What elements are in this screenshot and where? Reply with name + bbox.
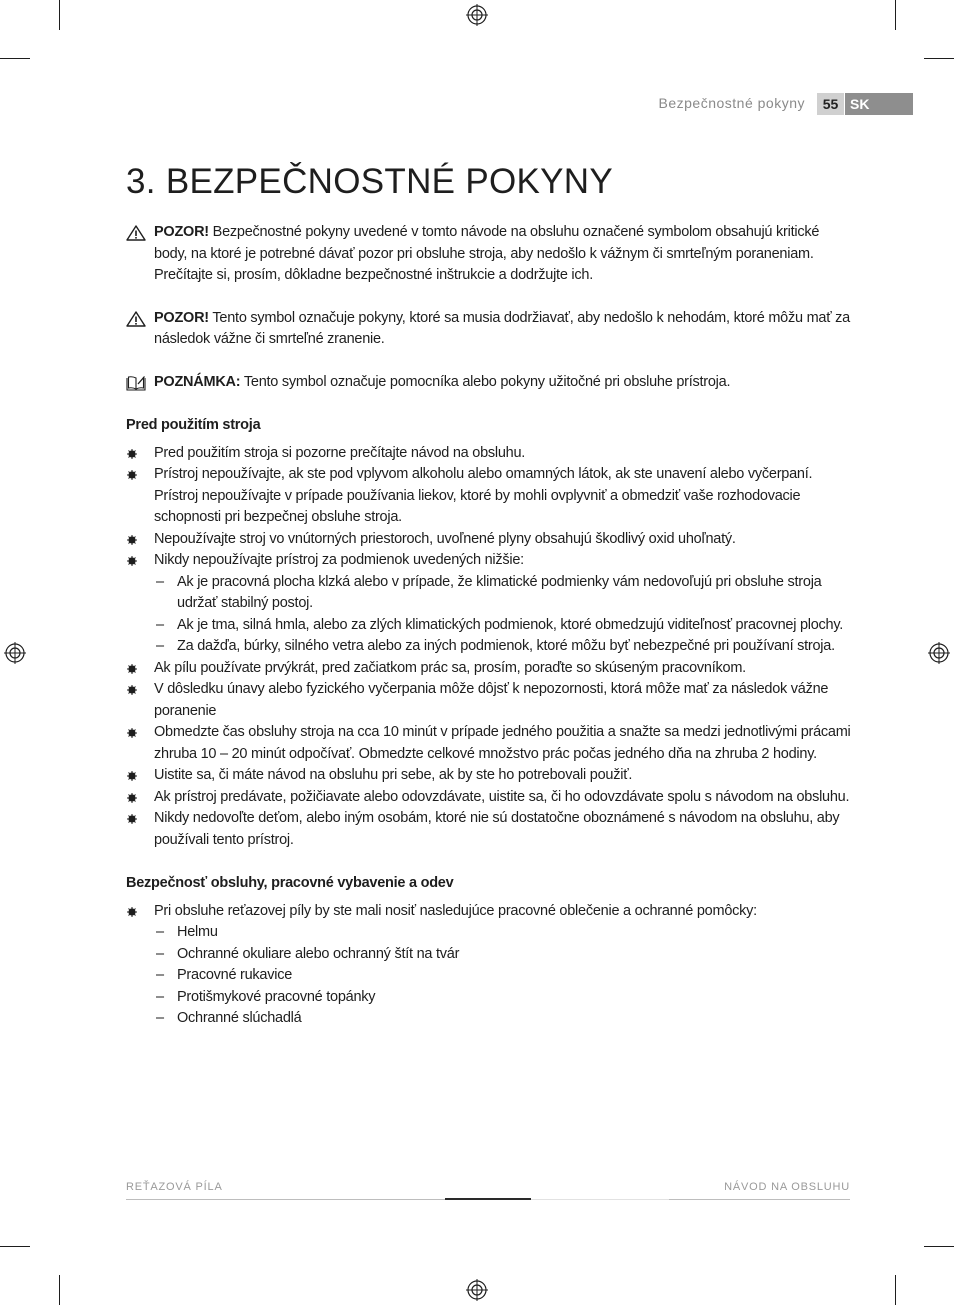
crop-mark [0,58,30,59]
language-badge: SK [845,93,913,115]
bullet-icon [127,793,137,803]
note-label: POZOR! [154,224,209,240]
list-item: Obmedzte čas obsluhy stroja na cca 10 minút v prípade jedného použitia a snažte sa medzi jednotlivými prácami zhruba 10 – 20 minút odpočívať. Obmedzte celkové množstvo prác počas jedného dňa na zhruba 2 hodiny. [126,722,854,765]
list-item: Pri obsluhe reťazovej píly by ste mali nosiť nasledujúce pracovné oblečenie a ochranné pomôcky: [126,901,854,923]
list-item: Pred použitím stroja si pozorne prečítajte návod na obsluhu. [126,443,854,465]
bullet-icon [127,907,137,917]
list-item: – Helmu [156,924,218,940]
crop-mark [59,0,60,30]
page-title: 3. BEZPEČNOSTNÉ POKYNY [126,162,613,201]
footer-rule [669,1199,850,1200]
list-item: – Ak je pracovná plocha klzká alebo v prípade, že klimatické podmienky vám nedovoľujú pri obsluhe stroja udržať stabilný postoj. [156,573,822,611]
crop-mark [924,1246,954,1247]
note-text: Tento symbol označuje pomocníka alebo pokyny užitočné pri obsluhe prístroja. [240,373,731,390]
crop-mark [895,0,896,30]
info-note [126,372,854,394]
bullet-icon [127,664,137,674]
bullet-icon [127,470,137,480]
list-item: – Za dažďa, búrky, silného vetra alebo za iných podmienok, ktoré môžu byť nebezpečné pri používaní stroja. [156,638,835,654]
footer-rule [531,1199,669,1200]
list-item: V dôsledku únavy alebo fyzického vyčerpania môže dôjsť k nepozornosti, ktorá môže mať za následok vážne poranenie [126,679,854,722]
list-item: Ak pílu používate prvýkrát, pred začiatkom prác sa, prosím, poraďte so skúseným pracovníkom. [126,658,854,680]
dash-list [126,572,854,658]
bullet-icon [127,771,137,781]
crop-mark [0,1246,30,1247]
section-heading: Pred použitím stroja [126,417,261,433]
bullet-icon [127,535,137,545]
content-body [126,222,854,1030]
bullet-icon [127,728,137,738]
note-label: POZNÁMKA: [154,373,241,390]
list-item: – Protišmykové pracovné topánky [156,988,376,1005]
bullet-icon [127,685,137,695]
list-item: Ak prístroj predávate, požičiavate alebo odovzdávate, uistite sa, či ho odovzdávate spolu s návodom na obsluhu. [126,787,854,809]
registration-mark-icon [466,1279,488,1301]
warning-note [126,308,854,351]
list-item: Nikdy nedovoľte deťom, alebo iným osobám, ktoré nie sú dostatočne oboznámené s návodom na obsluhu, aby používali tento prístroj. [126,808,854,851]
crop-mark [59,1275,60,1305]
dash-list [126,922,854,1030]
warning-triangle-icon [126,225,146,241]
book-note-icon [126,375,146,391]
registration-mark-icon [928,642,950,664]
bullet-list [126,901,854,923]
crop-mark [924,58,954,59]
footer-rule-accent [445,1198,531,1200]
note-text: Tento symbol označuje pokyny, ktoré sa musia dodržiavať, aby nedošlo k nehodám, ktoré môžu mať za následok vážne či smrteľné zranenie. [154,309,850,347]
warning-triangle-icon [126,311,146,327]
bullet-icon [127,556,137,566]
warning-note [126,222,854,287]
section-heading: Bezpečnosť obsluhy, pracovné vybavenie a odev [126,875,454,891]
registration-mark-icon [4,642,26,664]
list-item: – Ochranné slúchadlá [156,1010,302,1026]
list-item: – Ak je tma, silná hmla, alebo za zlých klimatických podmienok, ktoré obmedzujú viditeľnosť pracovnej plochy. [156,616,844,633]
header-section-title: Bezpečnostné pokyny [658,95,805,111]
list-item: Prístroj nepoužívajte, ak ste pod vplyvom alkoholu alebo omamných látok, ak ste unavení alebo vyčerpaní. Prístroj nepoužívajte v prípade používania liekov, ktoré by mohli ovplyvniť a obmedziť vaše rozhodovacie schopnosti pri bezpečnej obsluhe stroja. [126,464,854,529]
bullet-list [126,658,854,852]
list-item: Uistite sa, či máte návod na obsluhu pri sebe, ak by ste ho potrebovali použiť. [126,765,854,787]
footer-manual-label: NÁVOD NA OBSLUHU [724,1181,850,1193]
bullet-list [126,443,854,572]
page-number: 55 [817,93,844,115]
footer-product-name: REŤAZOVÁ PÍLA [126,1181,223,1193]
note-text: Bezpečnostné pokyny uvedené v tomto návode na obsluhu označené symbolom obsahujú kritické body, na ktoré je potrebné dávať pozor pri obsluhe stroja, aby nedošlo k vážnym či smrteľným poraneniam. Prečítajte si, prosím, dôkladne bezpečnostné inštrukcie a dodržujte ich. [154,224,820,283]
list-item: Nikdy nepoužívajte prístroj za podmienok uvedených nižšie: [126,550,854,572]
crop-mark [895,1275,896,1305]
footer-rule [126,1199,445,1200]
registration-mark-icon [466,4,488,26]
list-item: Nepoužívajte stroj vo vnútorných priestoroch, uvoľnené plyny obsahujú škodlivý oxid uhoľnatý. [126,529,854,551]
bullet-icon [127,449,137,459]
note-label: POZOR! [154,309,209,326]
list-item: – Pracovné rukavice [156,967,293,983]
list-item: – Ochranné okuliare alebo ochranný štít na tvár [156,945,460,962]
bullet-icon [127,814,137,824]
